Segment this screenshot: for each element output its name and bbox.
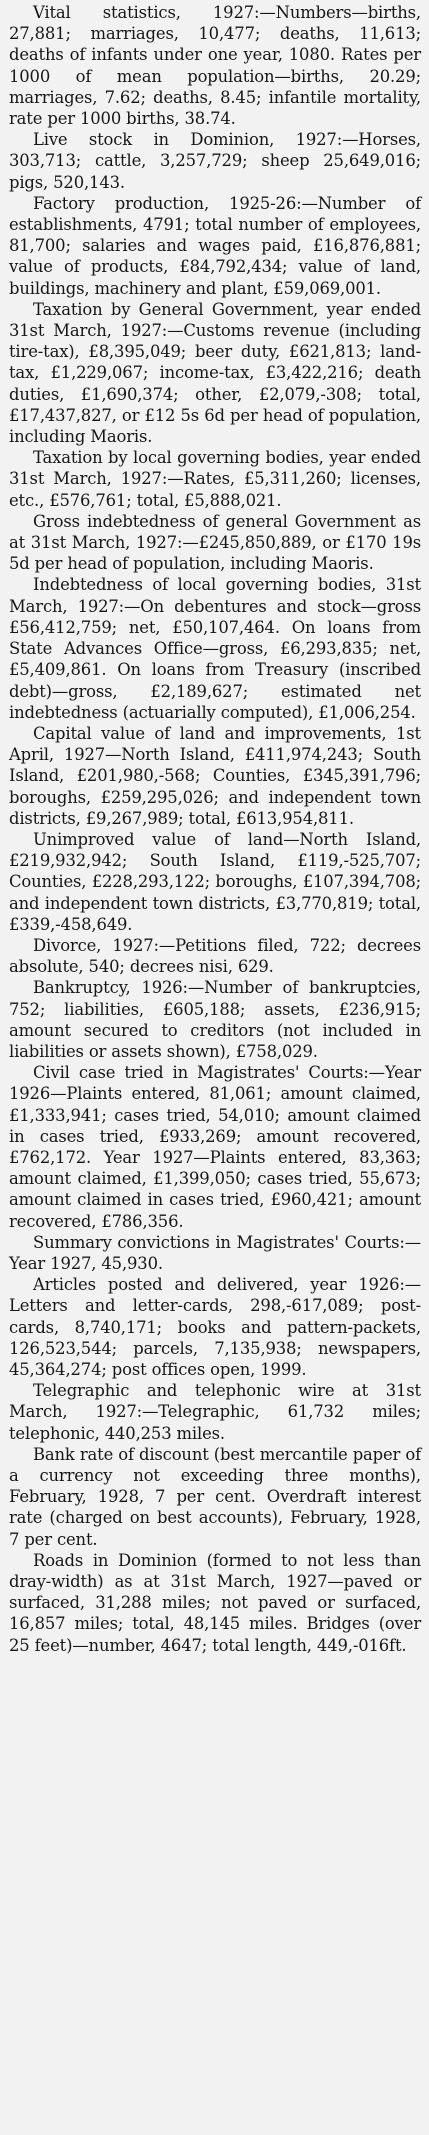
paragraph-taxation-local-bodies: Taxation by local governing bodies, year ended 31st March, 1927:—Rates, £5,311,260; licenses, etc., £576,761; total, £5,888,021.	[9, 448, 421, 510]
paragraph-capital-value: Capital value of land and improvements, 1st April, 1927—North Island, £411,974,243; South Island, £201,980,-568; Counties, £345,391,796; boroughs, £259,295,026; and independent town districts, £9,267,989; total, £613,954,811.	[9, 723, 421, 828]
paragraph-vital-statistics: Vital statistics, 1927:—Numbers—births, 27,881; marriages, 10,477; deaths, 11,613; deaths of infants under one year, 1080. Rates per 1000 of mean population—births, 20.29; marriages, 7.62; deaths, 8.45; infantile mortality, rate per 1000 births, 38.74.	[9, 3, 421, 129]
paragraph-civil-cases: Civil case tried in Magistrates' Courts:—Year 1926—Plaints entered, 81,061; amount claimed, £1,333,941; cases tried, 54,010; amount claimed in cases tried, £933,269; amount recovered, £762,172. Year 1927—Plaints entered, 83,363; amount claimed, £1,399,050; cases tried, 55,673; amount claimed in cases tried, £960,421; amount recovered, £786,356.	[9, 1063, 421, 1231]
paragraph-factory-production: Factory production, 1925-26:—Number of establishments, 4791; total number of employees, 81,700; salaries and wages paid, £16,876,881; value of products, £84,792,434; value of land, buildings, machinery and plant, £59,069,001.	[9, 193, 421, 298]
paragraph-summary-convictions: Summary convictions in Magistrates' Courts:—Year 1927, 45,930.	[9, 1232, 421, 1273]
paragraph-divorce: Divorce, 1927:—Petitions filed, 722; decrees absolute, 540; decrees nisi, 629.	[9, 935, 421, 977]
paragraph-taxation-general-government: Taxation by General Government, year ended 31st March, 1927:—Customs revenue (including tire-tax), £8,395,049; beer duty, £621,813; land-tax, £1,229,067; income-tax, £3,422,216; death duties, £1,690,374; other, £2,079,-308; total, £17,437,827, or £12 5s 6d per head of population, including Maoris.	[9, 299, 421, 447]
paragraph-telegraphic-wire: Telegraphic and telephonic wire at 31st March, 1927:—Telegraphic, 61,732 miles; telephonic, 440,253 miles.	[9, 1381, 421, 1443]
paragraph-bank-rate: Bank rate of discount (best mercantile paper of a currency not exceeding three months), February, 1928, 7 per cent. Overdraft interest rate (charged on best accounts), February, 1928, 7 per cent.	[9, 1444, 421, 1549]
paragraph-articles-posted: Articles posted and delivered, year 1926:—Letters and letter-cards, 298,-617,089; post-cards, 8,740,171; books and pattern-packets, 126,523,544; parcels, 7,135,938; newspapers, 45,364,274; post offices open, 1999.	[9, 1275, 421, 1379]
paragraph-roads: Roads in Dominion (formed to not less than dray-width) as at 31st March, 1927—paved or surfaced, 31,288 miles; not paved or surfaced, 16,857 miles; total, 48,145 miles. Bridges (over 25 feet)—number, 4647; total length, 449,-016ft.	[9, 1550, 421, 1655]
paragraph-gross-indebtedness: Gross indebtedness of general Government as at 31st March, 1927:—£245,850,889, or £170 19s 5d per head of population, including Maoris.	[9, 511, 421, 574]
paragraph-local-indebtedness: Indebtedness of local governing bodies, 31st March, 1927:—On debentures and stock—gross £56,412,759; net, £50,107,464. On loans from State Advances Office—gross, £6,293,835; net, £5,409,861. On loans from Treasury (inscribed debt)—gross, £2,189,627; estimated net indebtedness (actuarially computed), £1,006,254.	[9, 575, 421, 722]
paragraph-bankruptcy: Bankruptcy, 1926:—Number of bankruptcies, 752; liabilities, £605,188; assets, £236,915; amount secured to creditors (not included in liabilities or assets shown), £758,029.	[9, 978, 421, 1061]
paragraph-unimproved-value: Unimproved value of land—North Island, £219,932,942; South Island, £119,-525,707; Counties, £228,293,122; boroughs, £107,394,708; and independent town districts, £3,770,819; total, £339,-458,649.	[9, 829, 421, 934]
paragraph-live-stock: Live stock in Dominion, 1927:—Horses, 303,713; cattle, 3,257,729; sheep 25,649,016; pigs, 520,143.	[9, 130, 421, 192]
